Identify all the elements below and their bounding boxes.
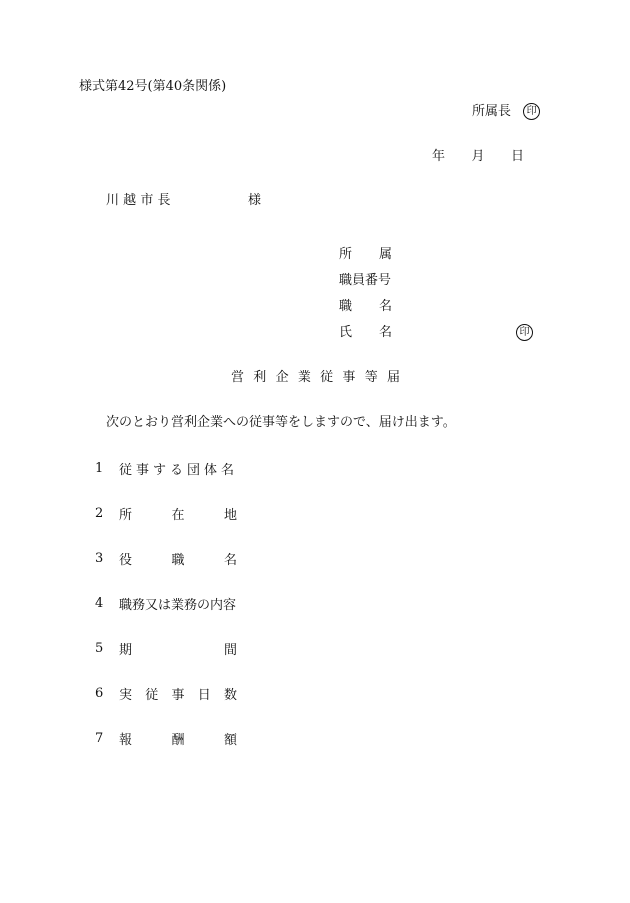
- date-line: [432, 149, 524, 165]
- item-label: 従事する団体名: [119, 462, 239, 478]
- date-year: 年: [432, 149, 446, 164]
- item-number: 6: [95, 685, 104, 701]
- field-label: [339, 273, 392, 289]
- item-number: 4: [95, 595, 104, 611]
- field-label-char: 名: [378, 325, 392, 340]
- addressee: [106, 193, 194, 209]
- seal-mark-icon: 印: [516, 324, 533, 341]
- title-char: 事: [342, 370, 356, 385]
- applicant-field-job-title: [339, 299, 392, 315]
- applicant-field-name: [339, 325, 392, 341]
- title-char: 等: [364, 370, 378, 385]
- head-seal-row: [472, 103, 540, 120]
- item-row: [95, 730, 237, 746]
- field-label: [339, 299, 392, 315]
- title-char: 営: [231, 370, 245, 385]
- addressee-name: 川 越 市 長: [106, 193, 171, 208]
- field-label-char: 職: [339, 299, 353, 314]
- applicant-field-employee-number: [339, 273, 392, 289]
- item-label: 報 酬 額: [119, 732, 237, 748]
- item-row: [95, 460, 238, 476]
- intro-text: 次のとおり営利企業への従事等をしますので、届け出ます。: [106, 415, 456, 430]
- title-char: 従: [320, 370, 334, 385]
- item-row: [95, 685, 237, 701]
- field-label-char: 所: [339, 247, 353, 262]
- item-row: [95, 595, 236, 611]
- addressee-honorific: 様: [248, 193, 262, 208]
- item-number: 7: [95, 730, 104, 746]
- form-number: 様式第42号(第40条関係): [79, 79, 227, 94]
- item-label: 実 従 事 日 数: [119, 687, 237, 703]
- field-label-char: 名: [378, 299, 392, 314]
- title-char: 利: [253, 370, 267, 385]
- item-number: 5: [95, 640, 104, 656]
- seal-mark-icon: 印: [523, 103, 540, 120]
- item-number: 3: [95, 550, 104, 566]
- item-number: 2: [95, 505, 104, 521]
- item-label: 役 職 名: [119, 552, 237, 568]
- applicant-field-affiliation: [339, 247, 392, 263]
- title-char: 届: [386, 370, 400, 385]
- item-label: 所 在 地: [119, 507, 237, 523]
- applicant-seal: [516, 324, 533, 341]
- document-title: [231, 370, 400, 386]
- item-row: [95, 505, 237, 521]
- field-label-char: 属: [378, 247, 392, 262]
- field-label-text: 職員番号: [339, 273, 392, 288]
- item-label: 期 間: [119, 642, 237, 658]
- item-label: 職務又は業務の内容: [119, 597, 237, 613]
- field-label-char: 氏: [339, 325, 353, 340]
- date-month: 月: [471, 149, 485, 164]
- field-label: [339, 247, 392, 263]
- item-row: [95, 640, 237, 656]
- head-seal-label: 所属長: [472, 104, 512, 119]
- date-day: 日: [510, 149, 524, 164]
- field-label: [339, 325, 392, 341]
- item-number: 1: [95, 460, 104, 476]
- title-char: 業: [297, 370, 311, 385]
- title-char: 企: [275, 370, 289, 385]
- item-row: [95, 550, 237, 566]
